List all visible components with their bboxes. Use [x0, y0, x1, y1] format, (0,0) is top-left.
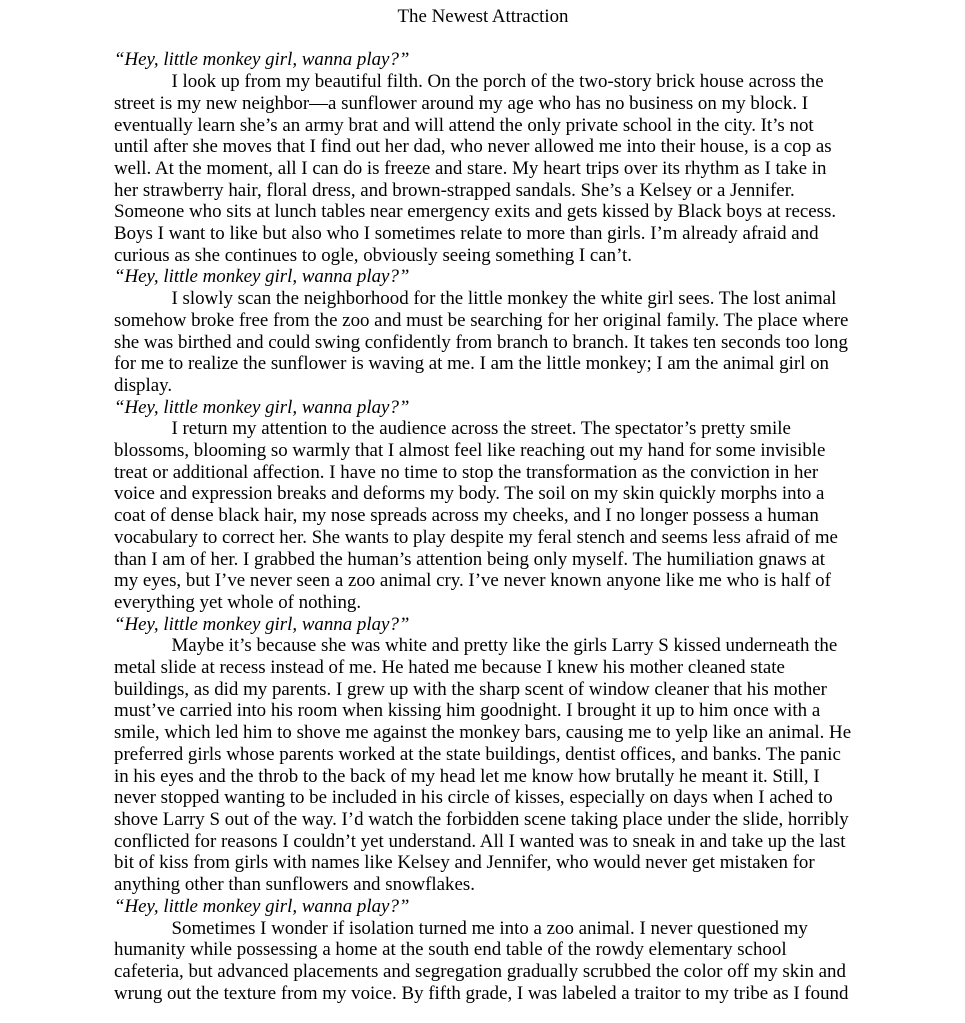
- paragraph-2: I slowly scan the neighborhood for the little monkey the white girl sees. The lost animal somehow broke free from the zoo and must be searching for her original family. The place where she was birthed and could swing confidently from branch to branch. It takes ten seconds too long for me to realize the sunflower is waving at me. I am the little monkey; I am the animal girl on display.: [114, 288, 849, 396]
- paragraph-3: I return my attention to the audience across the street. The spectator’s pretty smile blossoms, blooming so warmly that I almost feel like reaching out my hand for some invisible treat or additional affection. I have no time to stop the transformation as the conviction in her voice and expression breaks and deforms my body. The soil on my skin quickly morphs into a coat of dense black hair, my nose spreads across my cheeks, and I no longer possess a human vocabulary to correct her. She wants to play despite my feral stench and seems less afraid of me than I am of her. I grabbed the human’s attention being only myself. The humiliation gnaws at my eyes, but I’ve never seen a zoo animal cry. I’ve never known anyone like me who is half of everything yet whole of nothing.: [114, 418, 838, 613]
- paragraph-1: I look up from my beautiful filth. On the porch of the two-story brick house across the street is my new neighbor—a sunflower around my age who has no business on my block. I eventually learn she’s an army brat and will attend the only private school in the city. It’s not until after she moves that I find out her dad, who never allowed me into their house, is a cop as well. At the moment, all I can do is freeze and stare. My heart trips over its rhythm as I take in her strawberry hair, floral dress, and brown-strapped sandals. She’s a Kelsey or a Jennifer. Someone who sits at lunch tables near emergency exits and gets kissed by Black boys at recess. Boys I want to like but also who I sometimes relate to more than girls. I’m already afraid and curious as she continues to ogle, obviously seeing something I can’t.: [114, 71, 837, 266]
- refrain-line-2: “Hey, little monkey girl, wanna play?”: [114, 266, 410, 288]
- document-title: The Newest Attraction: [397, 6, 569, 27]
- paragraph-4: Maybe it’s because she was white and pretty like the girls Larry S kissed underneath the metal slide at recess instead of me. He hated me because I knew his mother cleaned state buildings, as did my parents. I grew up with the sharp scent of window cleaner that his mother must’ve carried into his room when kissing him goodnight. I brought it up to him once with a smile, which led him to shove me against the monkey bars, causing me to yelp like an animal. He preferred girls whose parents worked at the state buildings, dentist offices, and banks. The panic in his eyes and the throb to the back of my head let me know how brutally he meant it. Still, I never stopped wanting to be included in his circle of kisses, especially on days when I ached to shove Larry S out of the way. I’d watch the forbidden scene taking place under the slide, horribly conflicted for reasons I couldn’t yet understand. All I wanted was to sneak in and take up the last bit of kiss from girls with names like Kelsey and Jennifer, who would never get mistaken for anything other than sunflowers and snowflakes.: [114, 635, 852, 896]
- refrain-line-3: “Hey, little monkey girl, wanna play?”: [114, 396, 410, 418]
- paragraph-5: Sometimes I wonder if isolation turned me into a zoo animal. I never questioned my humanity while possessing a home at the south end table of the rowdy elementary school cafeteria, but advanced placements and segregation gradually scrubbed the color off my skin and wrung out the texture from my voice. By fifth grade, I was labeled a traitor to my tribe as I found: [114, 917, 849, 1004]
- refrain-line-1: “Hey, little monkey girl, wanna play?”: [114, 49, 410, 71]
- refrain-line-5: “Hey, little monkey girl, wanna play?”: [114, 895, 410, 917]
- refrain-line-4: “Hey, little monkey girl, wanna play?”: [114, 613, 410, 635]
